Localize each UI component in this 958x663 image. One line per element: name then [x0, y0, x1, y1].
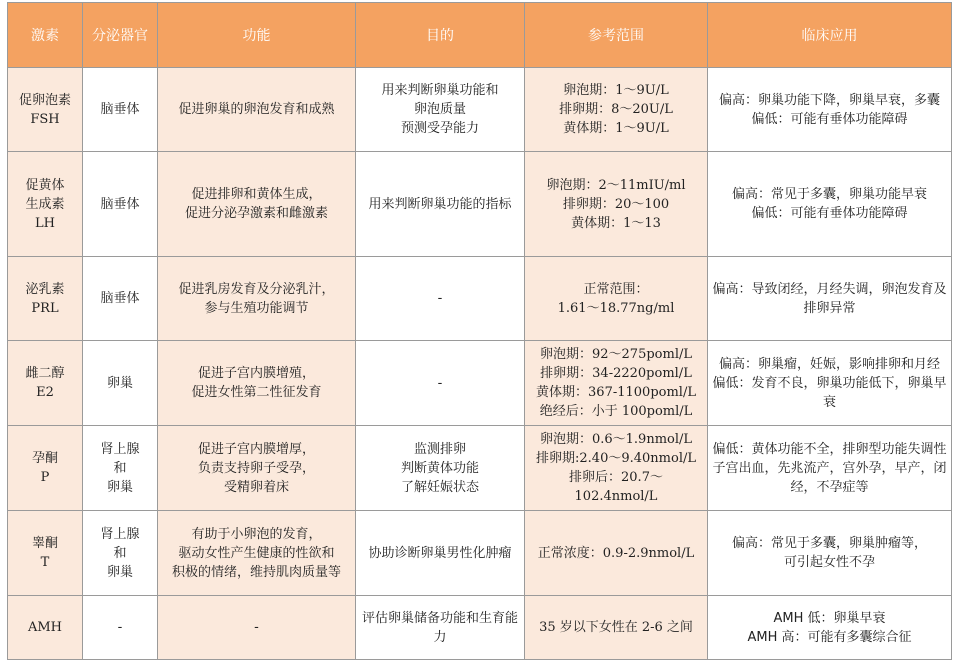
header-function: 功能 — [158, 3, 356, 68]
cell-range: 正常浓度：0.9-2.9nmol/L — [525, 511, 708, 596]
cell-range: 卵泡期：92～275poml/L 排卵期：34-2220poml/L 黄体期：367-1100poml/L 绝经后：小于 100poml/L — [525, 341, 708, 426]
cell-range: 卵泡期：2～11mIU/ml 排卵期：20～100 黄体期：1～13 — [525, 152, 708, 257]
cell-organ: 脑垂体 — [83, 257, 158, 341]
cell-clinical: 偏高：卵巢功能下降，卵巢早衰，多囊 偏低：可能有垂体功能障碍 — [708, 68, 952, 152]
cell-function: 有助于小卵泡的发育， 驱动女性产生健康的性欲和 积极的情绪，维持肌肉质量等 — [158, 511, 356, 596]
cell-organ: 脑垂体 — [83, 152, 158, 257]
header-hormone: 激素 — [8, 3, 83, 68]
cell-hormone: 促卵泡素 FSH — [8, 68, 83, 152]
cell-purpose: 用来判断卵巢功能和 卵泡质量 预测受孕能力 — [356, 68, 525, 152]
cell-range: 正常范围： 1.61～18.77ng/ml — [525, 257, 708, 341]
table-row — [8, 426, 952, 511]
cell-hormone: 雌二醇 E2 — [8, 341, 83, 426]
cell-hormone: 促黄体 生成素 LH — [8, 152, 83, 257]
cell-clinical: 偏高：导致闭经，月经失调，卵泡发育及排卵异常 — [708, 257, 952, 341]
cell-purpose: 评估卵巢储备功能和生育能力 — [356, 596, 525, 660]
hormone-reference-table — [7, 2, 952, 660]
cell-function: - — [158, 596, 356, 660]
cell-function: 促进排卵和黄体生成， 促进分泌孕激素和雌激素 — [158, 152, 356, 257]
header-purpose: 目的 — [356, 3, 525, 68]
cell-purpose: 用来判断卵巢功能的指标 — [356, 152, 525, 257]
table-row — [8, 257, 952, 341]
header-range: 参考范围 — [525, 3, 708, 68]
cell-clinical: 偏高：常见于多囊，卵巢功能早衰 偏低：可能有垂体功能障碍 — [708, 152, 952, 257]
header-clinical: 临床应用 — [708, 3, 952, 68]
cell-function: 促进子宫内膜增厚， 负责支持卵子受孕， 受精卵着床 — [158, 426, 356, 511]
cell-clinical: 偏低：黄体功能不全，排卵型功能失调性子宫出血，先兆流产，宫外孕，早产，闭经，不孕症等 — [708, 426, 952, 511]
table-row — [8, 341, 952, 426]
cell-purpose: 监测排卵 判断黄体功能 了解妊娠状态 — [356, 426, 525, 511]
cell-hormone: 睾酮 T — [8, 511, 83, 596]
cell-function: 促进卵巢的卵泡发育和成熟 — [158, 68, 356, 152]
table-body — [8, 68, 952, 660]
cell-function: 促进子宫内膜增殖， 促进女性第二性征发育 — [158, 341, 356, 426]
cell-clinical: AMH 低：卵巢早衰 AMH 高：可能有多囊综合征 — [708, 596, 952, 660]
cell-clinical: 偏高：卵巢瘤，妊娠，影响排卵和月经 偏低：发育不良，卵巢功能低下，卵巢早衰 — [708, 341, 952, 426]
cell-clinical: 偏高：常见于多囊，卵巢肿瘤等， 可引起女性不孕 — [708, 511, 952, 596]
header-organ: 分泌器官 — [83, 3, 158, 68]
cell-purpose: - — [356, 257, 525, 341]
table-header — [8, 3, 952, 68]
cell-organ: - — [83, 596, 158, 660]
cell-organ: 肾上腺 和 卵巢 — [83, 511, 158, 596]
cell-range: 35 岁以下女性在 2-6 之间 — [525, 596, 708, 660]
header-row — [8, 3, 952, 68]
table-row — [8, 596, 952, 660]
table-row — [8, 152, 952, 257]
cell-range: 卵泡期：1～9U/L 排卵期：8～20U/L 黄体期：1～9U/L — [525, 68, 708, 152]
cell-hormone: 孕酮 P — [8, 426, 83, 511]
cell-organ: 脑垂体 — [83, 68, 158, 152]
table-row — [8, 511, 952, 596]
cell-organ: 肾上腺 和 卵巢 — [83, 426, 158, 511]
cell-purpose: - — [356, 341, 525, 426]
cell-hormone: AMH — [8, 596, 83, 660]
table-row — [8, 68, 952, 152]
cell-function: 促进乳房发育及分泌乳汁， 参与生殖功能调节 — [158, 257, 356, 341]
cell-range: 卵泡期：0.6～1.9nmol/L 排卵期:2.40～9.40nmol/L 排卵后：20.7～ 102.4nmol/L — [525, 426, 708, 511]
cell-purpose: 协助诊断卵巢男性化肿瘤 — [356, 511, 525, 596]
cell-organ: 卵巢 — [83, 341, 158, 426]
cell-hormone: 泌乳素 PRL — [8, 257, 83, 341]
